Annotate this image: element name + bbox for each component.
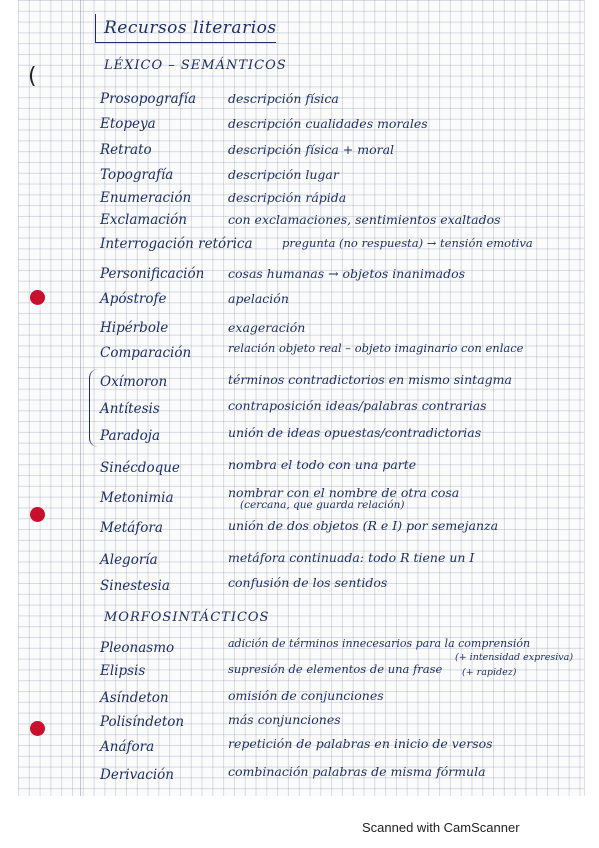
term: Antítesis [100, 401, 160, 417]
definition: nombrar con el nombre de otra cosa [228, 485, 460, 500]
definition: descripción cualidades morales [228, 116, 428, 131]
term: Elipsis [100, 663, 146, 679]
definition: apelación [228, 291, 289, 306]
term: Oxímoron [100, 374, 168, 390]
binder-hole [30, 721, 45, 736]
definition: exageración [228, 320, 306, 335]
term: Polisíndeton [100, 714, 185, 730]
definition: descripción física [228, 91, 339, 106]
definition: términos contradictorios en mismo sintagma [228, 372, 512, 387]
term: Enumeración [100, 190, 192, 206]
binder-hole [30, 507, 45, 522]
definition: relación objeto real – objeto imaginario con enlace [228, 341, 524, 355]
term: Asíndeton [100, 690, 169, 706]
definition-note: (cercana, que guarda relación) [240, 499, 405, 511]
binder-hole [30, 290, 45, 305]
definition: confusión de los sentidos [228, 575, 388, 590]
definition: unión de ideas opuestas/contradictorias [228, 425, 482, 440]
definition: pregunta (no respuesta) → tensión emotiva [282, 236, 533, 250]
term: Personificación [100, 266, 205, 282]
term: Interrogación retórica [100, 236, 253, 252]
definition: descripción rápida [228, 190, 347, 205]
margin-mark: ( [28, 64, 37, 89]
term: Hipérbole [100, 320, 169, 336]
definition: descripción lugar [228, 167, 339, 182]
definition: unión de dos objetos (R e I) por semejanza [228, 518, 499, 533]
term: Paradoja [100, 428, 161, 444]
term: Topografía [100, 167, 174, 183]
definition: con exclamaciones, sentimientos exaltados [228, 212, 501, 227]
definition: adición de términos innecesarios para la comprensión [228, 637, 531, 650]
definition: supresión de elementos de una frase [228, 662, 443, 676]
section-heading-lexico: LÉXICO – SEMÁNTICOS [104, 58, 287, 73]
term: Comparación [100, 345, 192, 361]
term: Prosopografía [100, 91, 196, 107]
definition: cosas humanas → objetos inanimados [228, 266, 466, 281]
term: Exclamación [100, 212, 187, 228]
definition: más conjunciones [228, 712, 341, 727]
scanner-watermark: Scanned with CamScanner [362, 820, 520, 835]
term: Etopeya [100, 116, 156, 132]
definition: contraposición ideas/palabras contrarias [228, 398, 487, 413]
term: Metáfora [100, 520, 163, 536]
term: Pleonasmo [100, 640, 175, 656]
term: Alegoría [100, 552, 158, 568]
term: Sinestesia [100, 578, 170, 594]
grouping-brace [89, 369, 98, 447]
term: Retrato [100, 142, 152, 158]
definition-note: (+ rapidez) [462, 667, 517, 678]
definition: metáfora continuada: todo R tiene un I [228, 550, 475, 565]
page-title: Recursos literarios [104, 18, 277, 38]
term: Sinécdoque [100, 460, 180, 476]
term: Metonimia [100, 490, 174, 506]
definition: descripción física + moral [228, 142, 395, 157]
term: Apóstrofe [100, 291, 167, 307]
margin-line [80, 0, 81, 796]
term: Derivación [100, 767, 174, 783]
definition: omisión de conjunciones [228, 688, 384, 703]
definition: nombra el todo con una parte [228, 457, 417, 472]
definition: repetición de palabras en inicio de versos [228, 736, 493, 751]
definition-note: (+ intensidad expresiva) [455, 652, 574, 663]
term: Anáfora [100, 739, 155, 755]
definition: combinación palabras de misma fórmula [228, 764, 486, 779]
section-heading-morfosintacticos: MORFOSINTÁCTICOS [104, 610, 270, 625]
